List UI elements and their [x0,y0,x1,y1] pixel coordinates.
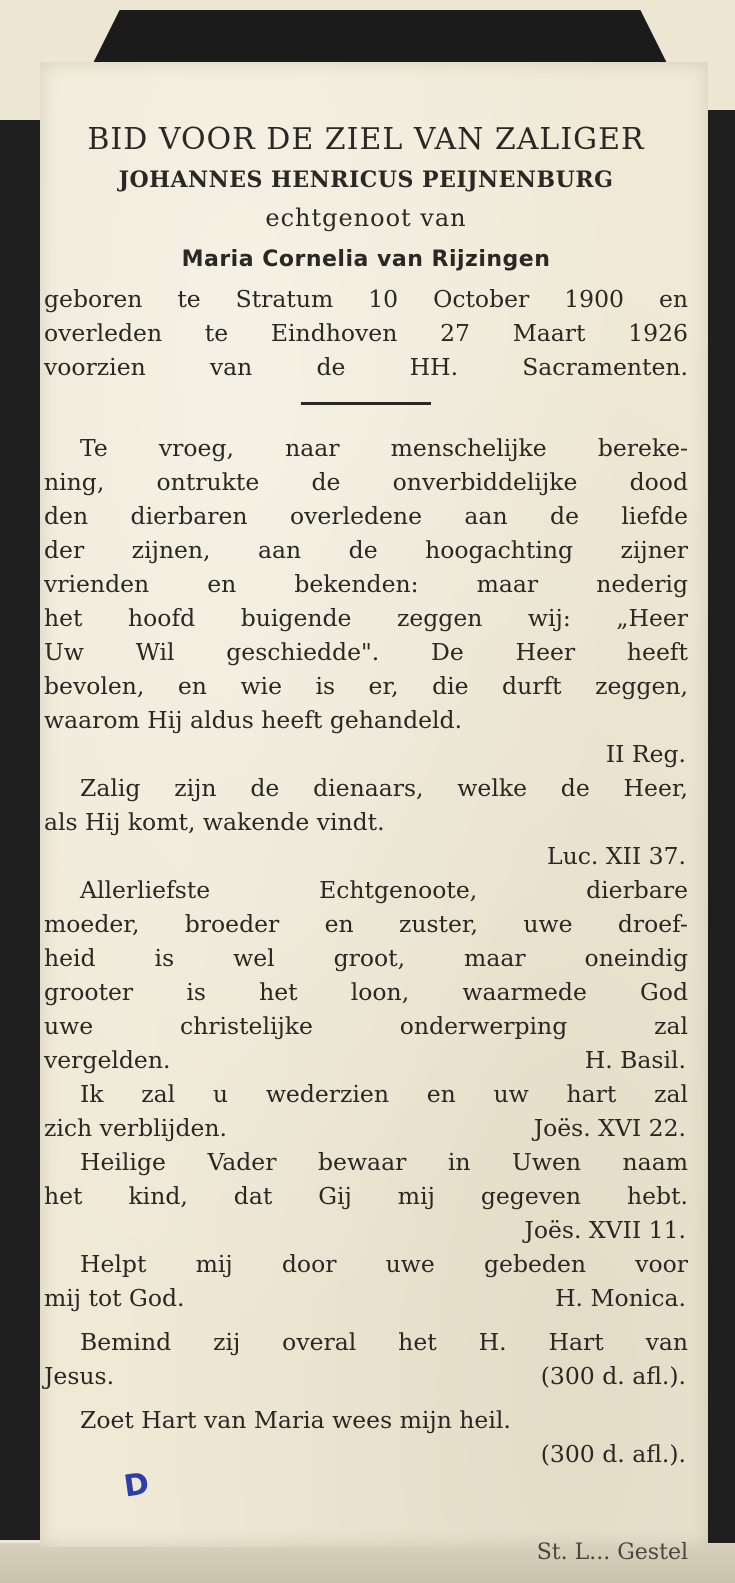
text-fragment: zich verblijden. [44,1114,227,1142]
text-line-with-reference [44,1281,688,1315]
text-line: ning, ontrukte de onverbiddelijke dood [44,468,688,496]
text-line: Bemind zij overal het H. Hart van [80,1328,688,1356]
text-line: Helpt mij door uwe gebeden voor [80,1250,688,1278]
sacraments-line: voorzien van de HH. Sacramenten. [44,353,688,381]
deceased-name: JOHANNES HENRICUS PEIJNENBURG [118,167,614,193]
scripture-reference: H. Basil. [584,1046,686,1074]
text-line: Ik zal u wederzien en uw hart zal [80,1080,688,1108]
text-line: Heilige Vader bewaar in Uwen naam [80,1148,688,1176]
text-fragment: Jesus. [44,1362,115,1390]
scripture-reference: II Reg. [605,740,686,768]
text-fragment: vergelden. [44,1046,171,1074]
prayer-heading: BID VOOR DE ZIEL VAN ZALIGER [87,122,645,157]
text-line: moeder, broeder en zuster, uwe droef- [44,910,688,938]
text-line: het hoofd buigende zeggen wij: „Heer [44,604,688,632]
text-line: uwe christelijke onderwerping zal [44,1012,688,1040]
text-line-with-reference [44,1359,688,1393]
card-text [44,118,688,1471]
text-line: als Hij komt, wakende vindt. [44,808,385,836]
death-line: overleden te Eindhoven 27 Maart 1926 [44,319,688,347]
printer-imprint: St. L... Gestel [536,1540,688,1565]
mourning-border-left [0,120,42,1540]
text-line: den dierbaren overledene aan de liefde [44,502,688,530]
handwritten-ink-mark: D [121,1466,152,1505]
text-fragment: mij tot God. [44,1284,185,1312]
divider-rule [301,402,431,405]
scripture-reference: H. Monica. [555,1284,686,1312]
text-line: heid is wel groot, maar oneindig [44,944,688,972]
text-line: Zalig zijn de dienaars, welke de Heer, [80,774,688,802]
text-line-with-reference [44,1111,688,1145]
text-line: vrienden en bekenden: maar nederig [44,570,688,598]
indulgence-note: (300 d. afl.). [540,1362,686,1390]
text-line: der zijnen, aan de hoogachting zijner [44,536,688,564]
birth-line: geboren te Stratum 10 October 1900 en [44,285,688,313]
text-line: Te vroeg, naar menschelijke bereke- [80,434,688,462]
text-line-with-reference [44,1043,688,1077]
text-line: Allerliefste Echtgenoote, dierbare [80,876,688,904]
spouse-of-label: echtgenoot van [265,204,467,232]
text-line: bevolen, en wie is er, die durft zeggen, [44,672,688,700]
scripture-reference: Joës. XVII 11. [524,1216,686,1244]
text-line: Zoet Hart van Maria wees mijn heil. [80,1406,511,1434]
indulgence-note: (300 d. afl.). [540,1440,686,1468]
text-line: grooter is het loon, waarmede God [44,978,688,1006]
text-line: het kind, dat Gij mij gegeven hebt. [44,1182,688,1210]
text-line: Uw Wil geschiedde". De Heer heeft [44,638,688,666]
text-line: waarom Hij aldus heeft gehandeld. [44,706,463,734]
spouse-name: Maria Cornelia van Rijzingen [181,247,551,272]
scripture-reference: Luc. XII 37. [547,842,686,870]
scripture-reference: Joës. XVI 22. [533,1114,686,1142]
